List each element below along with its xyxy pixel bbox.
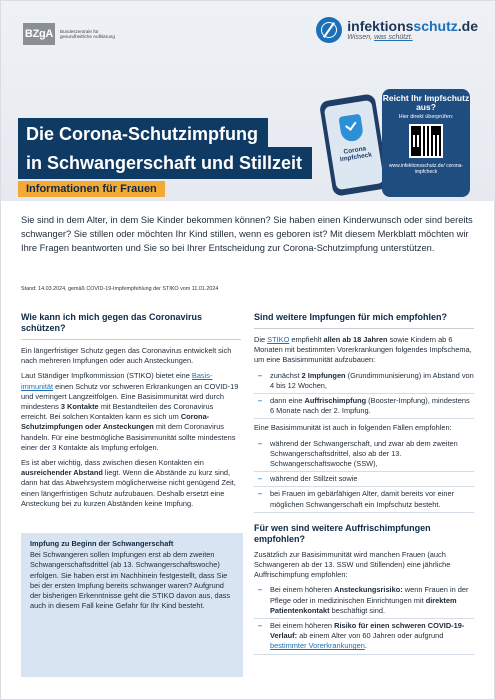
info-box-text: Bei Schwangeren sollen Impfungen erst ab dem zweiten Schwangerschaftsdrittel (ab 13. Schwangerschaftswoche) erfolgen. Sie haben erst im Nachhinein festgestellt, dass Sie bei der ersten Impfung bereits schwanger waren? Aufgrund der bisherigen Erkenntnisse geht die STIKO davon aus, dass auch in diesem Fall keine Gefahr für Ihr Kind besteht. xyxy=(30,550,231,611)
page-subtitle: Informationen für Frauen xyxy=(18,181,165,197)
list-item: – Bei einem höheren Ansteckungsrisiko: wenn Frauen in der Pflege oder in medizinischen Einrichtungen mit direktem Patientenkontakt beschäftigt sind. xyxy=(254,585,474,619)
site-logo xyxy=(316,17,478,43)
list-item: – bei Frauen im gebärfähigen Alter, damit bereits vor einer möglichen Schwangerschaft ein Impfschutz besteht. xyxy=(254,489,474,512)
site-slogan: Wissen, was schützt. xyxy=(347,34,413,41)
right-heading-1: Sind weitere Impfungen für mich empfohlen? xyxy=(254,312,474,329)
page-title-line-2: in Schwangerschaft und Stillzeit xyxy=(18,147,312,179)
booster-list xyxy=(254,585,474,654)
bzga-name: Bundeszentrale für gesundheitliche Aufklärung xyxy=(60,28,115,39)
phone-illustration xyxy=(319,93,389,197)
bzga-logo: BZgA xyxy=(23,23,55,45)
cases-list xyxy=(254,439,474,513)
phone-screen xyxy=(324,100,385,190)
info-box-title: Impfung zu Beginn der Schwangerschaft xyxy=(30,539,174,548)
info-box xyxy=(21,533,243,677)
phone-label: Corona Impfcheck xyxy=(339,145,373,164)
list-item: – dann eine Auffrischimpfung (Booster-Impfung), mindestens 6 Monate nach der 2. Impfung. xyxy=(254,396,474,419)
right-paragraph-1: Die STIKO empfiehlt allen ab 18 Jahren sowie Kindern ab 6 Monaten mit bestimmten Vorerkrankungen folgendes Impfschema, um eine Basisimmunität aufzubauen: xyxy=(254,335,472,365)
intro-text: Sie sind in dem Alter, in dem Sie Kinder bekommen können? Sie haben einen Kinderwunsch oder sind bereits schwanger? Sie stillen oder möchten Ihr Kind stillen, wenn es geboren ist? Mit diesem Merkblatt möchten wir Ihre Fragen beantworten und Sie so bei Ihrer Entscheidung zur Corona-Schutzimpfung unterstützen. xyxy=(21,215,473,253)
left-paragraph-3: Es ist aber wichtig, dass zwischen diesen Kontakten ein ausreichender Abstand liegt. Wenn die Abstände zu kurz sind, dann hat das Abwehrsystem möglicherweise nicht genügend Zeit, einen längerfristigen Schutz aufzubauen. Deshalb ersetzt eine Ansteckung bei zu kurzen Abständen keine Impfung. xyxy=(21,458,236,508)
impfcheck-url[interactable]: www.infektionsschutz.de/ corona-impfcheck xyxy=(388,163,464,175)
left-column xyxy=(21,312,241,514)
list-item: – während der Stillzeit sowie xyxy=(254,474,474,487)
bzga-logo-block xyxy=(23,23,120,45)
header xyxy=(1,1,495,201)
basisimmunitaet-link[interactable]: Basisimmunität xyxy=(21,371,213,391)
stand-date: Stand: 14.03.2024, gemäß COVID-19-Impfempfehlung der STIKO vom 11.01.2024 xyxy=(21,286,219,292)
right-paragraph-3: Zusätzlich zur Basisimmunität wird manchen Frauen (auch Schwangeren ab der 13. SSW und Stillenden) eine jährliche Auffrischimpfung empfohlen: xyxy=(254,549,451,580)
schedule-list xyxy=(254,371,474,420)
qr-code-icon[interactable] xyxy=(409,124,443,158)
right-column xyxy=(254,312,474,659)
left-paragraph-1: Ein längerfristiger Schutz gegen das Coronavirus entwickelt sich nach mehreren Impfungen oder auch Ansteckungen. xyxy=(21,346,232,366)
list-item: – während der Schwangerschaft, und zwar ab dem zweiten Schwangerschaftsdrittel, also ab der 13. Schwangerschaftswoche (SSW), xyxy=(254,439,474,473)
globe-icon xyxy=(316,17,342,43)
right-paragraph-2: Eine Basisimmunität ist auch in folgenden Fällen empfohlen: xyxy=(254,423,452,433)
list-item: – zunächst 2 Impfungen (Grundimmunisierung) im Abstand von 4 bis 12 Wochen, xyxy=(254,371,474,394)
shield-check-icon xyxy=(338,114,364,143)
vorerkrankungen-link[interactable]: bestimmter Vorerkrankungen xyxy=(270,641,365,651)
impfcheck-title: Reicht Ihr Impfschutz aus? xyxy=(382,93,470,112)
stiko-link[interactable]: STIKO xyxy=(267,335,290,344)
site-name: infektionsschutz.de xyxy=(347,18,478,34)
impfcheck-subtitle: Hier direkt überprüfen: xyxy=(398,114,454,120)
right-heading-2: Für wen sind weitere Auffrischimpfungen empfohlen? xyxy=(254,522,431,544)
left-heading: Wie kann ich mich gegen das Coronavirus schützen? xyxy=(21,312,241,340)
page-title-line-1: Die Corona-Schutzimpfung xyxy=(18,118,268,150)
list-item: – Bei einem höheren Risiko für einen schweren COVID-19-Verlauf: ab einem Alter von 60 Jahren oder aufgrund bestimmter Vorerkrankungen. xyxy=(254,621,474,655)
left-paragraph-2: Laut Ständiger Impfkommission (STIKO) bietet eine Basisimmunität einen Schutz vor schweren Erkrankungen an COVID-19 und verringert Langzeitfolgen. Eine Basisimmunität wird durch mindestens 3 Kontakte mit Bestandteilen des Coronavirus erreicht. Bei solchen Kontakten kann es sich um Corona-Schutzimpfungen oder Ansteckungen mit dem Coronavirus handeln. Für eine bestmögliche Basisimmunität sollte mindestens einer der 3 Kontakte als Impfung erfolgen. xyxy=(21,371,239,452)
impfcheck-card[interactable] xyxy=(382,89,470,197)
